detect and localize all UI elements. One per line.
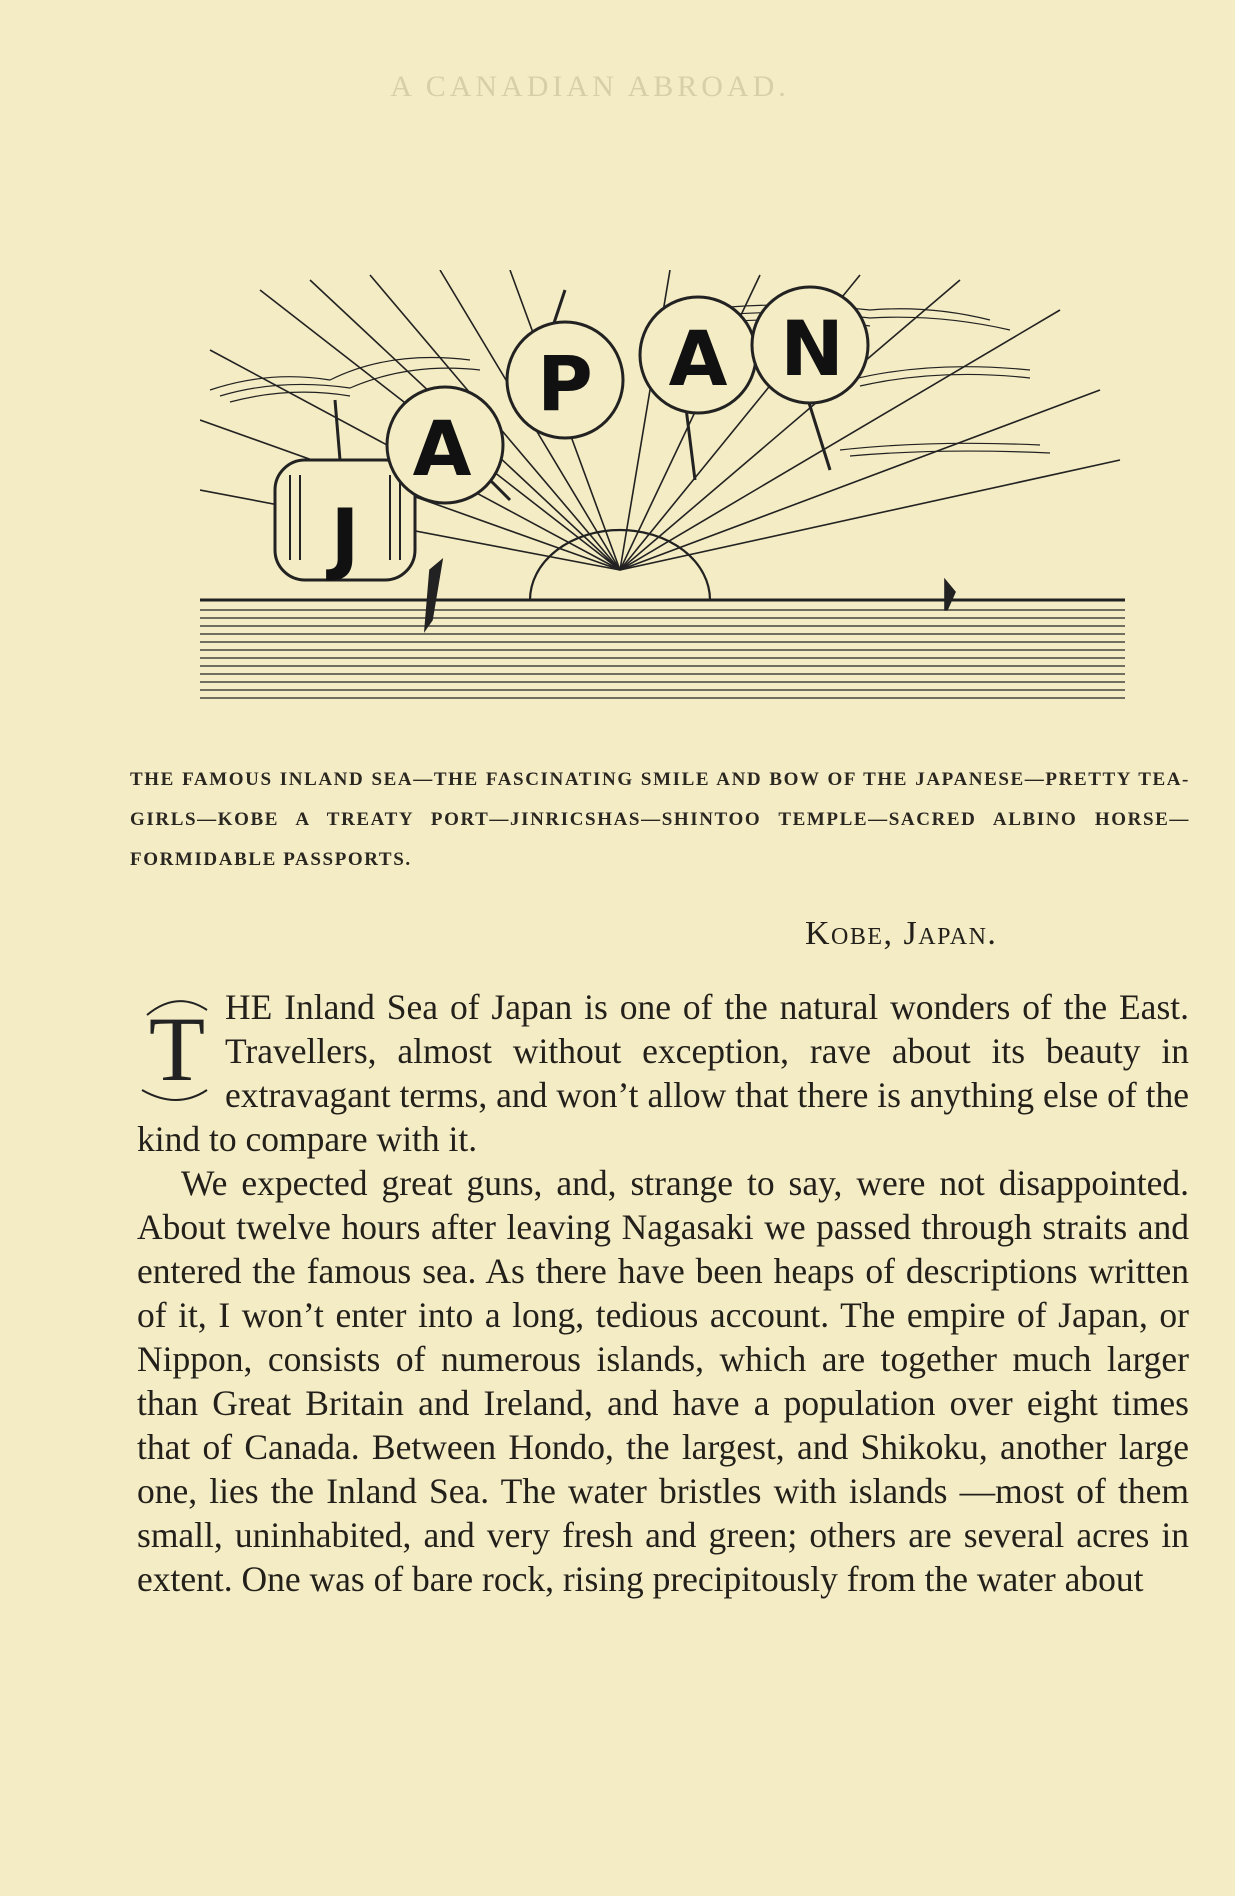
decorated-initial: [137, 985, 217, 1105]
chapter-synopsis: THE FAMOUS INLAND SEA—THE FASCINATING SMILE AND BOW OF THE JAPANESE—PRETTY TEA-GIRLS—KOBE A TREATY PORT—JINRICSHAS—SHINTOO TEMPLE—SACRED ALBINO HORSE—FORMIDABLE PASSPORTS.: [130, 769, 1190, 870]
fan-a-left: [387, 387, 503, 503]
lantern-j: [275, 460, 415, 584]
svg-text:A: A: [668, 314, 728, 403]
paragraph: [137, 985, 1189, 1161]
fan-p: [507, 322, 623, 438]
sea-lines: [200, 600, 1125, 698]
svg-text:N: N: [780, 304, 844, 393]
place-heading: Kobe, Japan.: [805, 915, 998, 952]
paragraph: We expected great guns, and, strange to say, were not disappointed. About twelve hours after leaving Nagasaki we passed through straits and entered the famous sea. As there have been heaps of descriptions written of it, I won’t enter into a long, tedious account. The empire of Japan, or Nippon, consists of numerous islands, which are together much larger than Great Britain and Ireland, and have a population over eight times that of Canada. Between Hondo, the largest, and Shikoku, another large one, lies the Inland Sea. The water bristles with islands —most of them small, uninhabited, and very fresh and green; others are several acres in extent. One was of bare rock, rising precipitously from the water about: [137, 1163, 1189, 1599]
sailboat-left: [425, 560, 442, 630]
paragraph-text: HE Inland Sea of Japan is one of the natural wonders of the East. Travellers, almost without exception, rave about its beauty in extravagant terms, and won’t allow that there is anything else of the kind to compare with it.: [137, 987, 1189, 1159]
japan-engraving: [200, 270, 1125, 705]
sailboat-right: [945, 580, 955, 610]
fan-n: [752, 287, 868, 403]
cloud-hatching: [210, 305, 1050, 456]
svg-text:T: T: [148, 998, 206, 1100]
svg-text:P: P: [537, 339, 593, 428]
svg-text:J: J: [330, 494, 360, 584]
fan-a-right: [640, 297, 756, 413]
bleed-through-header: A CANADIAN ABROAD.: [390, 70, 790, 103]
rising-sun: [530, 530, 710, 600]
body-text: [137, 985, 1189, 1601]
svg-text:A: A: [412, 404, 472, 493]
